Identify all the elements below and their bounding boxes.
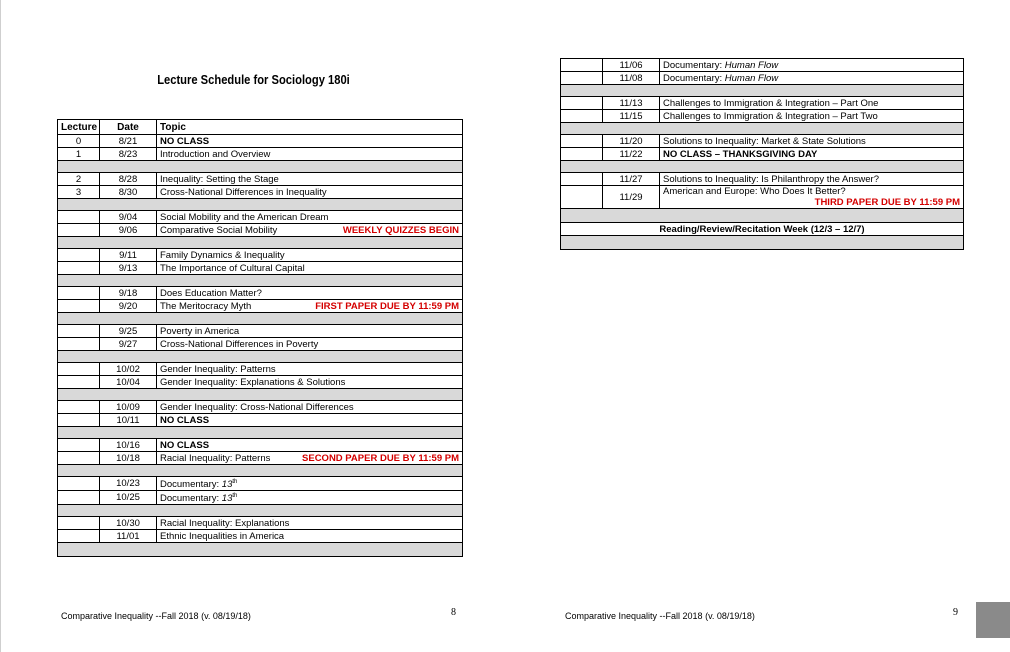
schedule-title: Lecture Schedule for Sociology 180i bbox=[157, 72, 350, 87]
deadline-note: THIRD PAPER DUE BY 11:59 PM bbox=[814, 197, 960, 208]
topic-cell: Gender Inequality: Patterns bbox=[157, 363, 463, 376]
film-title-suffix: th bbox=[232, 493, 238, 500]
page-number: 8 bbox=[451, 607, 456, 618]
date-cell: 9/18 bbox=[100, 287, 157, 300]
table-row bbox=[561, 110, 964, 123]
table-row bbox=[561, 173, 964, 186]
topic-cell: Gender Inequality: Explanations & Solutions bbox=[157, 376, 463, 389]
lecture-cell bbox=[58, 338, 100, 351]
date-cell: 9/20 bbox=[100, 300, 157, 313]
lecture-cell bbox=[58, 224, 100, 237]
date-cell: 9/11 bbox=[100, 249, 157, 262]
table-row bbox=[58, 338, 463, 351]
deadline-note: FIRST PAPER DUE BY 11:59 PM bbox=[315, 300, 459, 312]
week-separator bbox=[561, 209, 964, 223]
table-row bbox=[58, 300, 463, 313]
date-cell: 11/13 bbox=[603, 97, 660, 110]
topic-cell: Does Education Matter? bbox=[157, 287, 463, 300]
topic-text: Documentary: bbox=[160, 493, 222, 505]
lecture-cell bbox=[58, 287, 100, 300]
week-separator bbox=[58, 543, 463, 557]
lecture-cell bbox=[58, 530, 100, 543]
topic-cell: NO CLASS bbox=[157, 439, 463, 452]
table-row bbox=[58, 249, 463, 262]
lecture-cell bbox=[58, 401, 100, 414]
date-cell: 9/06 bbox=[100, 224, 157, 237]
lecture-cell bbox=[561, 72, 603, 85]
topic-text: Comparative Social Mobility bbox=[160, 224, 278, 236]
topic-cell bbox=[157, 477, 463, 491]
topic-text: American and Europe: Who Does It Better? bbox=[663, 186, 846, 197]
review-week-cell: Reading/Review/Recitation Week (12/3 – 12/7) bbox=[561, 223, 964, 236]
table-row bbox=[58, 530, 463, 543]
table-row bbox=[58, 414, 463, 427]
date-cell: 8/28 bbox=[100, 173, 157, 186]
week-separator bbox=[561, 123, 964, 135]
lecture-cell: 1 bbox=[58, 148, 100, 161]
lecture-cell bbox=[58, 491, 100, 505]
week-separator bbox=[561, 236, 964, 250]
date-cell: 8/30 bbox=[100, 186, 157, 199]
page-footer: Comparative Inequality --Fall 2018 (v. 08/19/18) bbox=[565, 611, 755, 621]
date-cell: 8/23 bbox=[100, 148, 157, 161]
topic-text: Documentary: bbox=[663, 72, 725, 84]
week-separator bbox=[58, 199, 463, 211]
table-row bbox=[58, 287, 463, 300]
date-cell: 10/11 bbox=[100, 414, 157, 427]
table-row bbox=[58, 211, 463, 224]
week-separator bbox=[58, 427, 463, 439]
week-separator bbox=[58, 275, 463, 287]
date-cell: 9/04 bbox=[100, 211, 157, 224]
topic-cell: The Importance of Cultural Capital bbox=[157, 262, 463, 275]
lecture-cell bbox=[561, 173, 603, 186]
table-row bbox=[58, 363, 463, 376]
table-row bbox=[58, 325, 463, 338]
lecture-cell bbox=[58, 325, 100, 338]
table-row bbox=[561, 186, 964, 209]
lecture-cell bbox=[58, 477, 100, 491]
table-row bbox=[58, 376, 463, 389]
date-cell: 10/09 bbox=[100, 401, 157, 414]
date-cell: 8/21 bbox=[100, 135, 157, 148]
lecture-cell bbox=[561, 135, 603, 148]
lecture-column-header: Lecture bbox=[58, 120, 100, 135]
topic-cell: Ethnic Inequalities in America bbox=[157, 530, 463, 543]
table-row bbox=[58, 262, 463, 275]
topic-cell: Solutions to Inequality: Market & State Solutions bbox=[660, 135, 964, 148]
table-row bbox=[561, 59, 964, 72]
topic-text: The Meritocracy Myth bbox=[160, 300, 252, 312]
topic-text: Documentary: bbox=[663, 59, 725, 71]
date-cell: 11/06 bbox=[603, 59, 660, 72]
date-cell: 10/18 bbox=[100, 452, 157, 465]
deadline-note: WEEKLY QUIZZES BEGIN bbox=[342, 224, 459, 236]
topic-cell bbox=[660, 72, 964, 85]
topic-cell: NO CLASS – THANKSGIVING DAY bbox=[660, 148, 964, 161]
week-separator bbox=[58, 161, 463, 173]
date-cell: 9/27 bbox=[100, 338, 157, 351]
topic-cell: Family Dynamics & Inequality bbox=[157, 249, 463, 262]
week-separator bbox=[561, 85, 964, 97]
table-row bbox=[561, 135, 964, 148]
table-row bbox=[58, 186, 463, 199]
lecture-cell bbox=[58, 517, 100, 530]
table-row bbox=[58, 517, 463, 530]
topic-cell bbox=[660, 59, 964, 72]
topic-text: Documentary: bbox=[160, 479, 222, 491]
topic-column-header: Topic bbox=[157, 120, 463, 135]
lecture-cell: 2 bbox=[58, 173, 100, 186]
date-cell: 10/04 bbox=[100, 376, 157, 389]
table-row bbox=[58, 439, 463, 452]
lecture-cell: 3 bbox=[58, 186, 100, 199]
lecture-cell bbox=[561, 59, 603, 72]
date-cell: 10/16 bbox=[100, 439, 157, 452]
table-header-row bbox=[58, 120, 463, 135]
date-cell: 9/25 bbox=[100, 325, 157, 338]
topic-cell bbox=[157, 300, 463, 313]
table-row bbox=[58, 477, 463, 491]
lecture-cell bbox=[58, 376, 100, 389]
topic-cell: Cross-National Differences in Inequality bbox=[157, 186, 463, 199]
week-separator bbox=[58, 505, 463, 517]
date-cell: 11/20 bbox=[603, 135, 660, 148]
film-title-suffix: th bbox=[232, 479, 238, 485]
table-row bbox=[58, 173, 463, 186]
date-cell: 11/29 bbox=[603, 186, 660, 209]
table-row bbox=[561, 72, 964, 85]
table-row bbox=[58, 452, 463, 465]
page-footer: Comparative Inequality --Fall 2018 (v. 08/19/18) bbox=[61, 611, 251, 621]
film-title: Human Flow bbox=[724, 72, 779, 84]
topic-cell: Cross-National Differences in Poverty bbox=[157, 338, 463, 351]
table-row bbox=[58, 135, 463, 148]
lecture-cell bbox=[58, 211, 100, 224]
week-separator bbox=[58, 351, 463, 363]
date-cell: 11/08 bbox=[603, 72, 660, 85]
week-separator bbox=[58, 465, 463, 477]
schedule-table-left bbox=[57, 119, 463, 557]
date-cell: 11/27 bbox=[603, 173, 660, 186]
topic-cell: Challenges to Immigration & Integration – Part One bbox=[660, 97, 964, 110]
lecture-cell bbox=[58, 262, 100, 275]
topic-text: Racial Inequality: Patterns bbox=[160, 452, 271, 464]
topic-cell: Introduction and Overview bbox=[157, 148, 463, 161]
topic-cell: Social Mobility and the American Dream bbox=[157, 211, 463, 224]
lecture-cell bbox=[58, 249, 100, 262]
topic-cell bbox=[157, 224, 463, 237]
date-cell: 10/25 bbox=[100, 491, 157, 505]
topic-cell: NO CLASS bbox=[157, 414, 463, 427]
topic-cell: Gender Inequality: Cross-National Differences bbox=[157, 401, 463, 414]
scroll-thumb[interactable] bbox=[976, 602, 1010, 638]
film-title: 13 bbox=[221, 479, 233, 491]
lecture-cell bbox=[58, 414, 100, 427]
topic-cell bbox=[157, 452, 463, 465]
review-week-row bbox=[561, 223, 964, 236]
topic-cell: Racial Inequality: Explanations bbox=[157, 517, 463, 530]
week-separator bbox=[58, 237, 463, 249]
table-row bbox=[58, 491, 463, 505]
film-title: 13 bbox=[221, 493, 233, 505]
topic-cell: Challenges to Immigration & Integration – Part Two bbox=[660, 110, 964, 123]
film-title: Human Flow bbox=[724, 59, 779, 71]
topic-cell: NO CLASS bbox=[157, 135, 463, 148]
date-cell: 11/22 bbox=[603, 148, 660, 161]
week-separator bbox=[58, 389, 463, 401]
date-cell: 11/15 bbox=[603, 110, 660, 123]
topic-cell: Poverty in America bbox=[157, 325, 463, 338]
table-row bbox=[561, 148, 964, 161]
lecture-cell: 0 bbox=[58, 135, 100, 148]
date-cell: 10/02 bbox=[100, 363, 157, 376]
lecture-cell bbox=[561, 110, 603, 123]
table-row bbox=[58, 224, 463, 237]
date-cell: 11/01 bbox=[100, 530, 157, 543]
page-number: 9 bbox=[953, 607, 958, 618]
lecture-cell bbox=[561, 148, 603, 161]
week-separator bbox=[58, 313, 463, 325]
date-cell: 10/23 bbox=[100, 477, 157, 491]
week-separator bbox=[561, 161, 964, 173]
lecture-cell bbox=[58, 300, 100, 313]
deadline-note: SECOND PAPER DUE BY 11:59 PM bbox=[302, 452, 459, 464]
lecture-cell bbox=[58, 439, 100, 452]
topic-cell: Solutions to Inequality: Is Philanthropy the Answer? bbox=[660, 173, 964, 186]
table-row bbox=[561, 97, 964, 110]
schedule-table-right bbox=[560, 58, 964, 250]
date-column-header: Date bbox=[100, 120, 157, 135]
topic-cell bbox=[660, 186, 964, 209]
lecture-cell bbox=[561, 97, 603, 110]
date-cell: 10/30 bbox=[100, 517, 157, 530]
table-row bbox=[58, 148, 463, 161]
topic-cell: Inequality: Setting the Stage bbox=[157, 173, 463, 186]
lecture-cell bbox=[58, 452, 100, 465]
lecture-cell bbox=[561, 186, 603, 209]
table-row bbox=[58, 401, 463, 414]
date-cell: 9/13 bbox=[100, 262, 157, 275]
topic-cell bbox=[157, 491, 463, 505]
lecture-cell bbox=[58, 363, 100, 376]
